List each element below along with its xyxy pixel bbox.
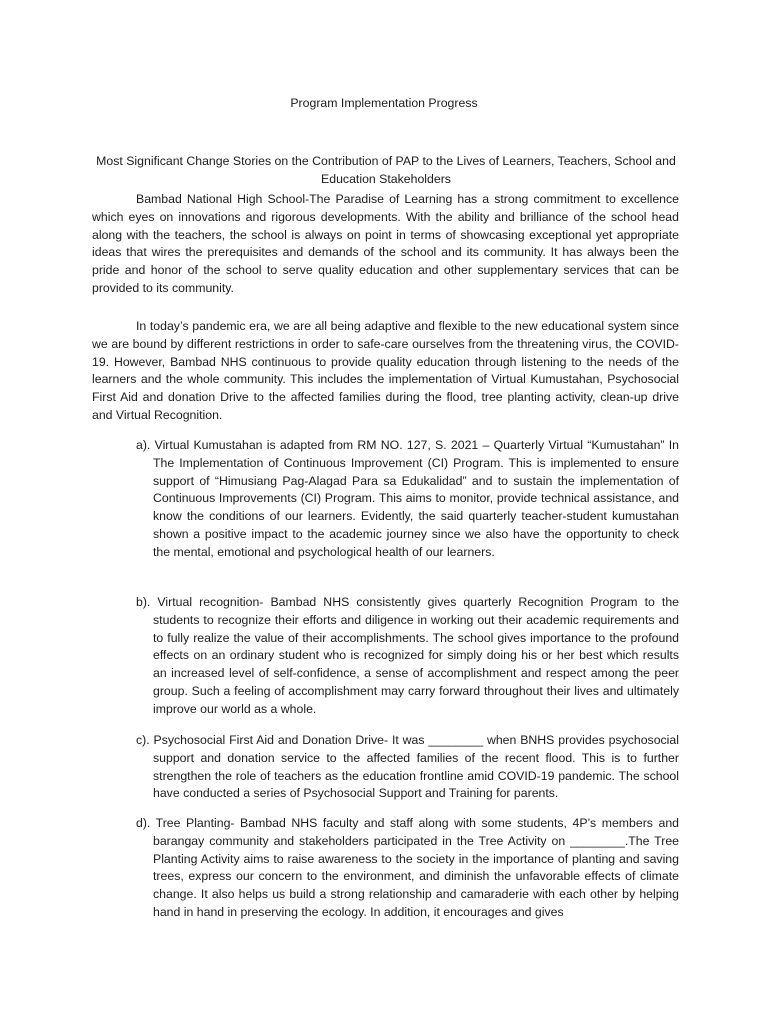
document-subtitle: Most Significant Change Stories on the Contribution of PAP to the Lives of Learners, Teachers, School and Education Stakeholders [96,154,676,186]
list-item-text: b). Virtual recognition- Bambad NHS consistently gives quarterly Recognition Program to the students to recognize their efforts and diligence in working out their academic requirements and to fully realize the value of their accomplishments. The school gives importance to the profound effects on an ordinary student who is recognized for simply doing his or her best which results an increased level of self-confidence, a sense of accomplishment and respect among the peer group. Such a feeling of accomplishment may carry forward throughout their lives and ultimately improve our world as a whole. [136,595,679,716]
list-item-text: a). Virtual Kumustahan is adapted from RM NO. 127, S. 2021 – Quarterly Virtual “Kumustahan” In The Implementation of Continuous Improvement (CI) Program. This is implemented to ensure support of “Himusiang Pag-Alagad Para sa Edukalidad” and to sustain the implementation of Continuous Improvements (CI) Program. This aims to monitor, provide technical assistance, and know the conditions of our learners. Evidently, the said quarterly teacher-student kumustahan shown a positive impact to the academic journey since we also have the opportunity to check the mental, emotional and psychological health of our learners. [136,438,679,559]
paragraph-pandemic: In today’s pandemic era, we are all being adaptive and flexible to the new educational system since we are bound by different restrictions in order to safe-care ourselves from the threatening virus, the COVID-19. However, Bambad NHS continuous to provide quality education through listening to the needs of the learners and the whole community. This includes the implementation of Virtual Kumustahan, Psychosocial First Aid and donation Drive to the affected families during the flood, tree planting activity, clean-up drive and Virtual Recognition. [92,319,679,422]
list-item [136,815,679,922]
list-item [136,437,679,562]
list-item-text: c). Psychosocial First Aid and Donation Drive- It was ________ when BNHS provides psychosocial support and donation service to the affected families of the recent flood. This is to further strengthen the role of teachers as the education frontline amid COVID-19 pandemic. The school have conducted a series of Psychosocial Support and Training for parents. [136,733,679,801]
list-item-text: d). Tree Planting- Bambad NHS faculty and staff along with some students, 4P’s members and barangay community and stakeholders participated in the Tree Activity on ________.The Tree Planting Activity aims to raise awareness to the society in the importance of planting and saving trees, express our concern to the environment, and diminish the unfavorable effects of climate change. It also helps us build a strong relationship and camaraderie with each other by helping hand in hand in preserving the ecology. In addition, it encourages and gives [136,816,679,919]
list-item [136,732,679,803]
list-item [136,594,679,719]
paragraph-intro: Bambad National High School-The Paradise of Learning has a strong commitment to excellence which eyes on innovations and rigorous developments. With the ability and brilliance of the school head along with the teachers, the school is always on point in terms of showcasing exceptional yet appropriate ideas that wires the prerequisites and demands of the school and its community. It has always been the pride and honor of the school to serve quality education and other supplementary services that can be provided to its community. [92,192,679,295]
document-title: Program Implementation Progress [290,96,478,110]
